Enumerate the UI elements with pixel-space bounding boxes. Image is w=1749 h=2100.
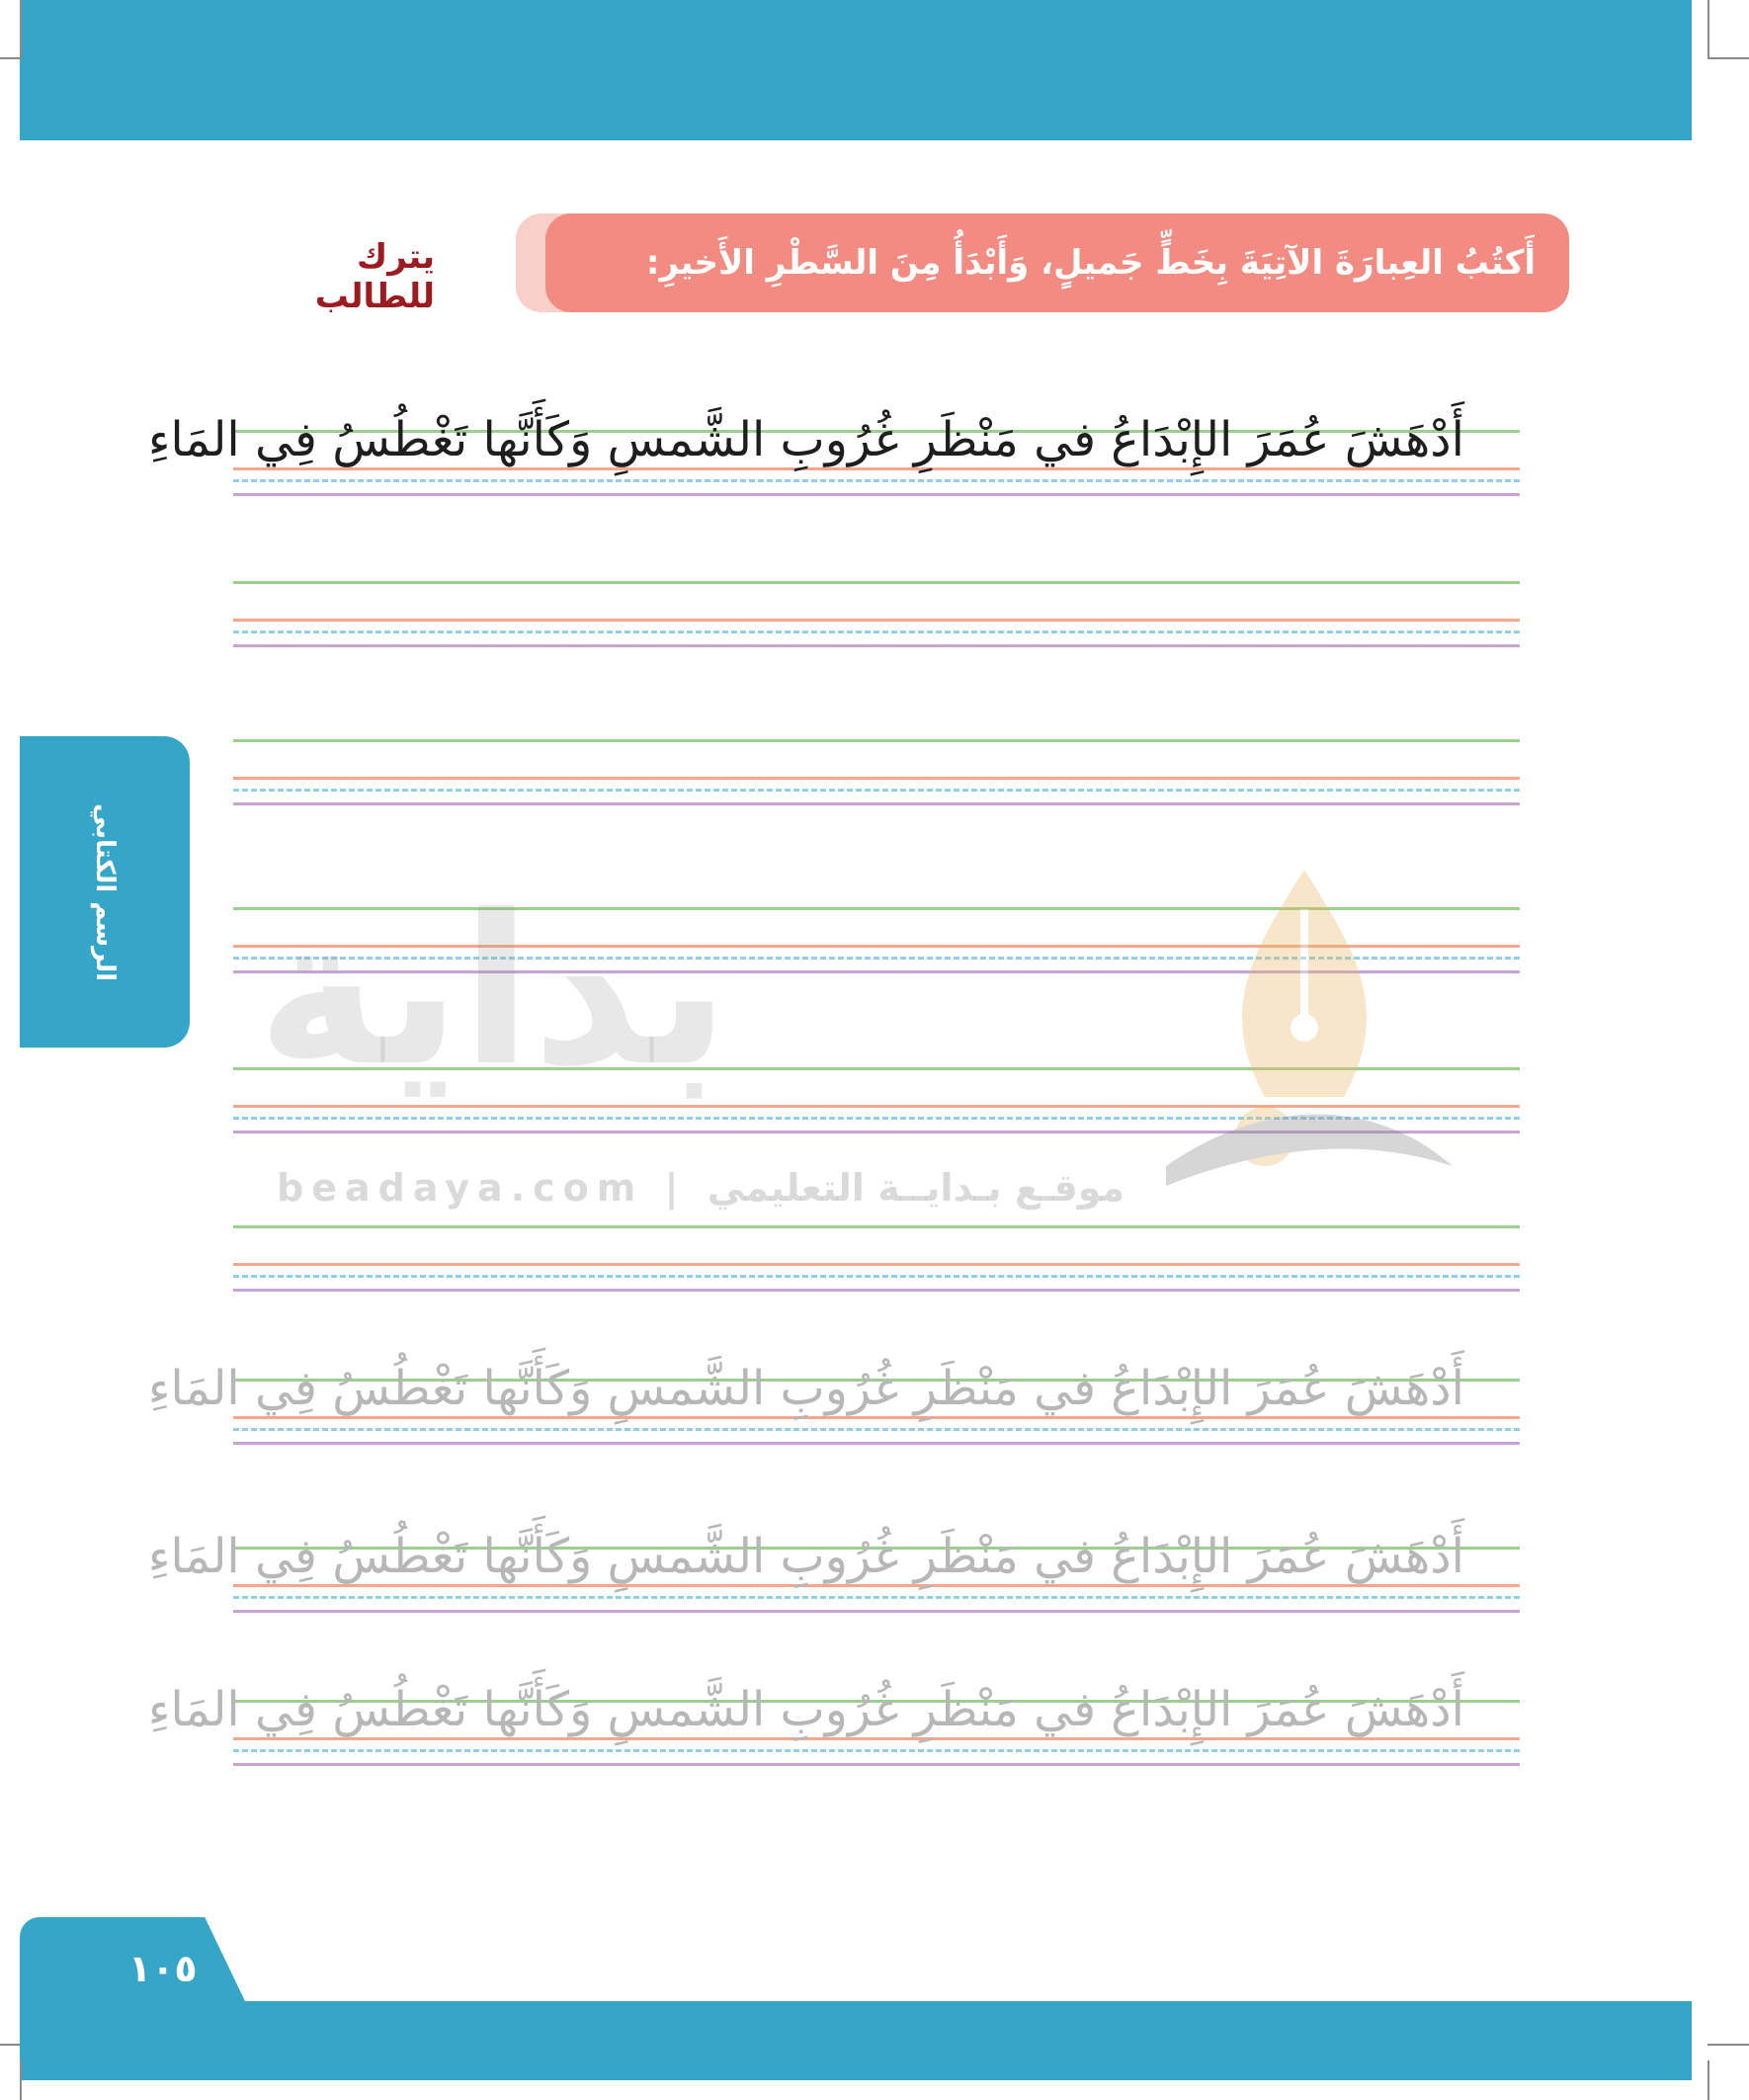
crop-mark — [1707, 2044, 1749, 2046]
writing-line[interactable] — [233, 739, 1520, 808]
top-decorative-band — [20, 0, 1692, 140]
crop-mark — [20, 0, 22, 59]
crop-mark — [0, 57, 20, 59]
watermark-word: بداية — [257, 870, 730, 1112]
leave-for-student-note: يترك للطالب — [314, 237, 435, 316]
trace-sentence: أَدْهَشَ عُمَرَ الإِبْدَاعُ في مَنْظَرِ غُرُوبِ الشَّمسِ وَكَأَنَّها تَغْطُسُ فِي المَاءِ — [147, 1682, 1464, 1737]
bottom-band — [20, 2001, 1692, 2080]
crop-mark — [1707, 0, 1709, 59]
section-side-tab — [20, 736, 190, 1048]
trace-line[interactable] — [147, 1361, 1520, 1448]
trace-line[interactable] — [147, 1682, 1520, 1769]
crop-mark — [20, 2060, 22, 2100]
trace-sentence: أَدْهَشَ عُمَرَ الإِبْدَاعُ في مَنْظَرِ غُرُوبِ الشَّمسِ وَكَأَنَّها تَغْطُسُ فِي المَاءِ — [147, 1361, 1464, 1416]
watermark-site: beadaya.com | موقـع بـدايــة التعليمي — [277, 1166, 1125, 1210]
model-sentence: أَدْهَشَ عُمَرَ الإِبْدَاعُ في مَنْظَرِ غُرُوبِ الشَّمسِ وَكَأَنَّها تَغْطُسُ فِي المَاءِ — [147, 412, 1464, 467]
side-tab-label: الرسم الكتابي — [90, 802, 120, 981]
writing-line[interactable] — [233, 1225, 1520, 1295]
trace-line[interactable] — [147, 1529, 1520, 1616]
crop-mark — [1707, 2060, 1709, 2100]
writing-line[interactable] — [233, 1067, 1520, 1136]
crop-mark — [1707, 57, 1749, 59]
page-number: ١٠٥ — [128, 1947, 198, 1990]
writing-line[interactable] — [233, 581, 1520, 650]
instruction-banner: أَكتُبُ العِبارَةَ الآتِيَةَ بِخَطٍّ جَميلٍ، وَأَبْدَأُ مِنَ السَّطْرِ الأَخيرِ: — [545, 213, 1569, 312]
trace-sentence: أَدْهَشَ عُمَرَ الإِبْدَاعُ في مَنْظَرِ غُرُوبِ الشَّمسِ وَكَأَنَّها تَغْطُسُ فِي المَاءِ — [147, 1529, 1464, 1584]
crop-mark — [0, 2044, 20, 2046]
model-line — [147, 412, 1520, 499]
writing-line[interactable] — [233, 907, 1520, 976]
